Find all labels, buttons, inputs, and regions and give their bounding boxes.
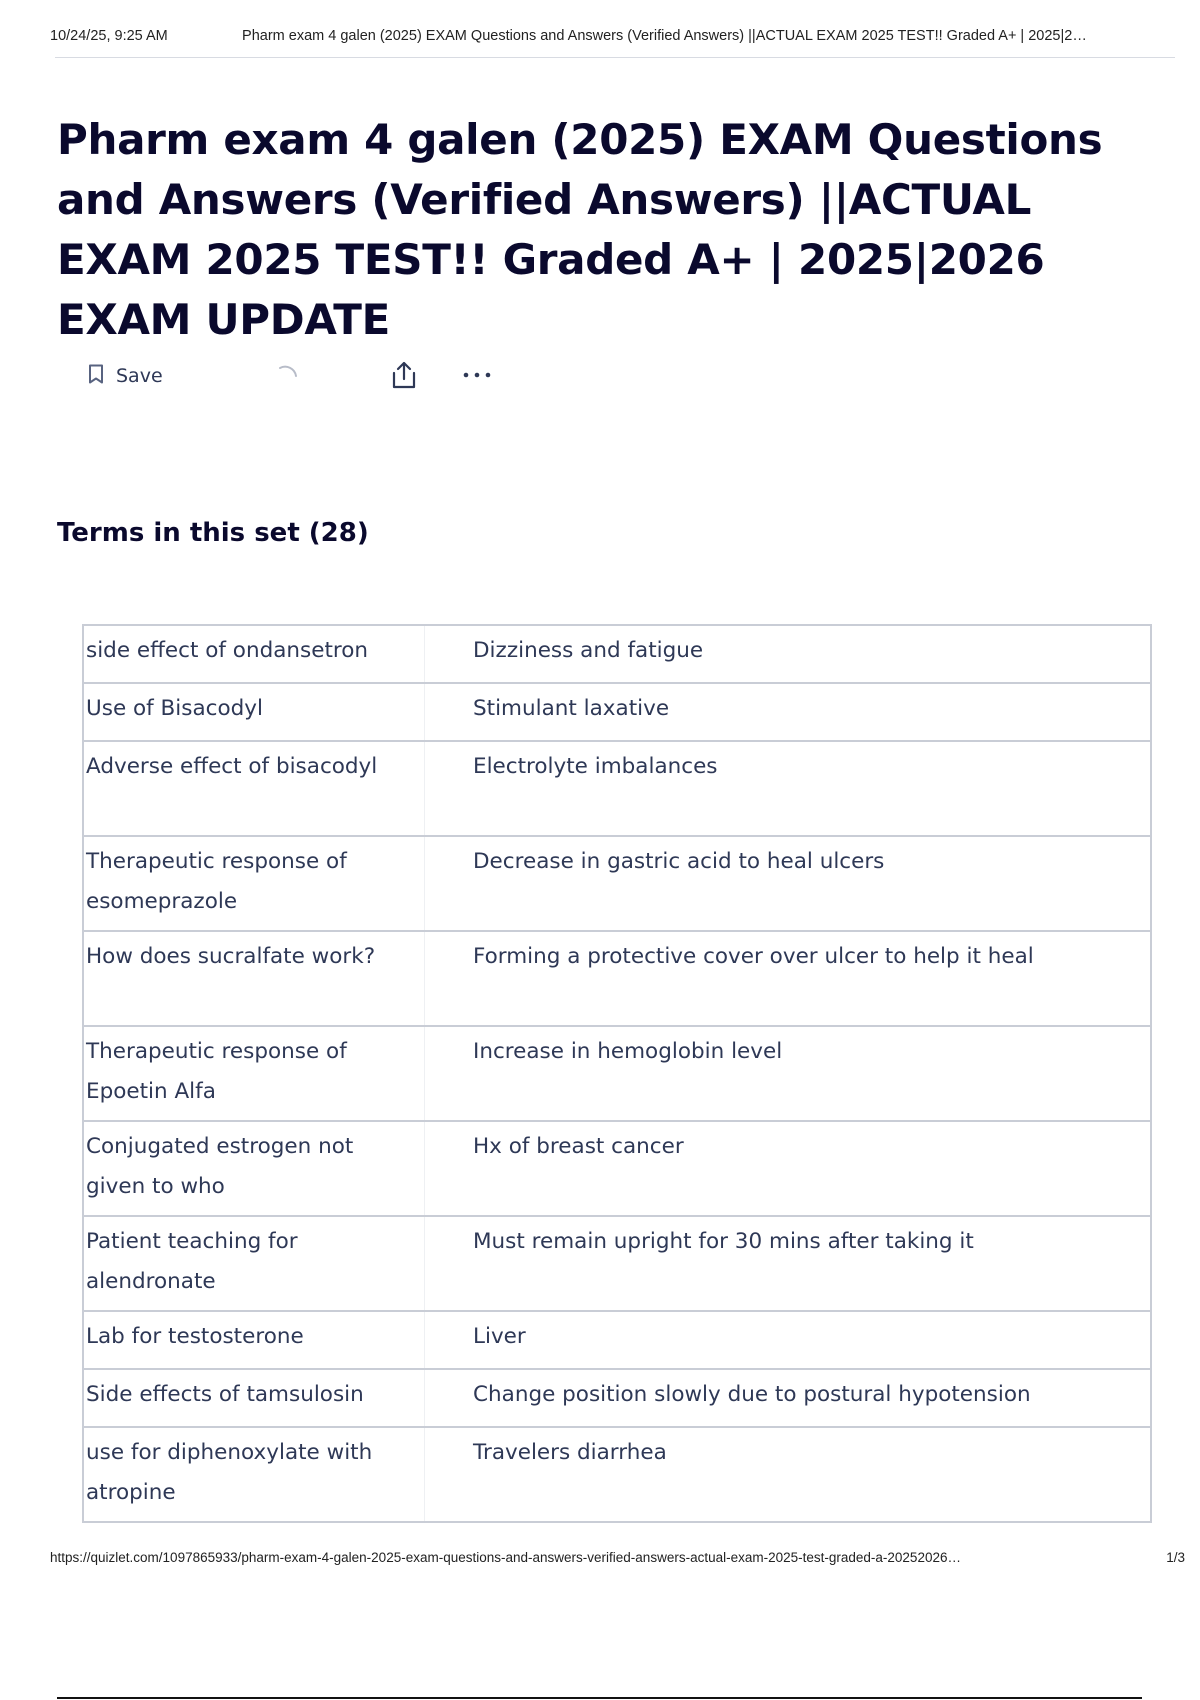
term-row (83, 836, 1151, 931)
term-cell: Lab for testosterone (83, 1311, 425, 1369)
definition-cell: Travelers diarrhea (425, 1427, 1152, 1522)
term-cell: Side effects of tamsulosin (83, 1369, 425, 1427)
definition-cell: Liver (425, 1311, 1152, 1369)
term-cell: Conjugated estrogen not given to who (83, 1121, 425, 1216)
term-cell: side effect of ondansetron (83, 625, 425, 683)
term-row (83, 1369, 1151, 1427)
term-cell: Use of Bisacodyl (83, 683, 425, 741)
term-cell: use for diphenoxylate with atropine (83, 1427, 425, 1522)
bookmark-icon (88, 364, 104, 389)
save-button[interactable] (80, 358, 171, 394)
term-cell: Therapeutic response of Epoetin Alfa (83, 1026, 425, 1121)
term-row (83, 683, 1151, 741)
definition-cell: Forming a protective cover over ulcer to help it heal (425, 931, 1152, 1026)
definition-cell: Must remain upright for 30 mins after taking it (425, 1216, 1152, 1311)
page-title: Pharm exam 4 galen (2025) EXAM Questions and Answers (Verified Answers) ||ACTUAL EXAM 2025 TEST!! Graded A+ | 2025|2026 EXAM UPDATE (57, 115, 1103, 344)
save-label: Save (116, 365, 163, 387)
term-cell: Patient teaching for alendronate (83, 1216, 425, 1311)
more-icon (460, 377, 494, 394)
definition-cell: Decrease in gastric acid to heal ulcers (425, 836, 1152, 931)
terms-table (82, 624, 1152, 1523)
term-row (83, 1216, 1151, 1311)
definition-cell: Increase in hemoglobin level (425, 1026, 1152, 1121)
definition-cell: Dizziness and fatigue (425, 625, 1152, 683)
print-header (50, 28, 1175, 44)
header-divider (55, 57, 1175, 58)
definition-cell: Change position slowly due to postural hypotension (425, 1369, 1152, 1427)
more-options-button[interactable] (460, 360, 494, 395)
share-button[interactable] (390, 360, 418, 395)
definition-cell: Hx of breast cancer (425, 1121, 1152, 1216)
term-row (83, 1427, 1151, 1522)
term-row (83, 1026, 1151, 1121)
page-url: https://quizlet.com/1097865933/pharm-exam-4-galen-2025-exam-questions-and-answers-verified-answers-actual-exam-2025-test-graded-a-20252026… (50, 1550, 961, 1565)
term-row (83, 625, 1151, 683)
print-datetime: 10/24/25, 9:25 AM (50, 28, 168, 44)
terms-heading: Terms in this set (28) (57, 518, 369, 548)
term-cell: Therapeutic response of esomeprazole (83, 836, 425, 931)
print-doc-title: Pharm exam 4 galen (2025) EXAM Questions and Answers (Verified Answers) ||ACTUAL EXAM 2025 TEST!! Graded A+ | 2025|2… (242, 28, 1087, 44)
share-icon (390, 377, 418, 394)
term-row (83, 1311, 1151, 1369)
bottom-divider (57, 1697, 1142, 1699)
spinner-icon (275, 363, 301, 394)
definition-cell: Electrolyte imbalances (425, 741, 1152, 836)
definition-cell: Stimulant laxative (425, 683, 1152, 741)
page-number: 1/3 (1166, 1550, 1185, 1565)
term-cell: How does sucralfate work? (83, 931, 425, 1026)
print-footer (50, 1550, 1185, 1565)
term-row (83, 741, 1151, 836)
term-row (83, 931, 1151, 1026)
term-row (83, 1121, 1151, 1216)
term-cell: Adverse effect of bisacodyl (83, 741, 425, 836)
